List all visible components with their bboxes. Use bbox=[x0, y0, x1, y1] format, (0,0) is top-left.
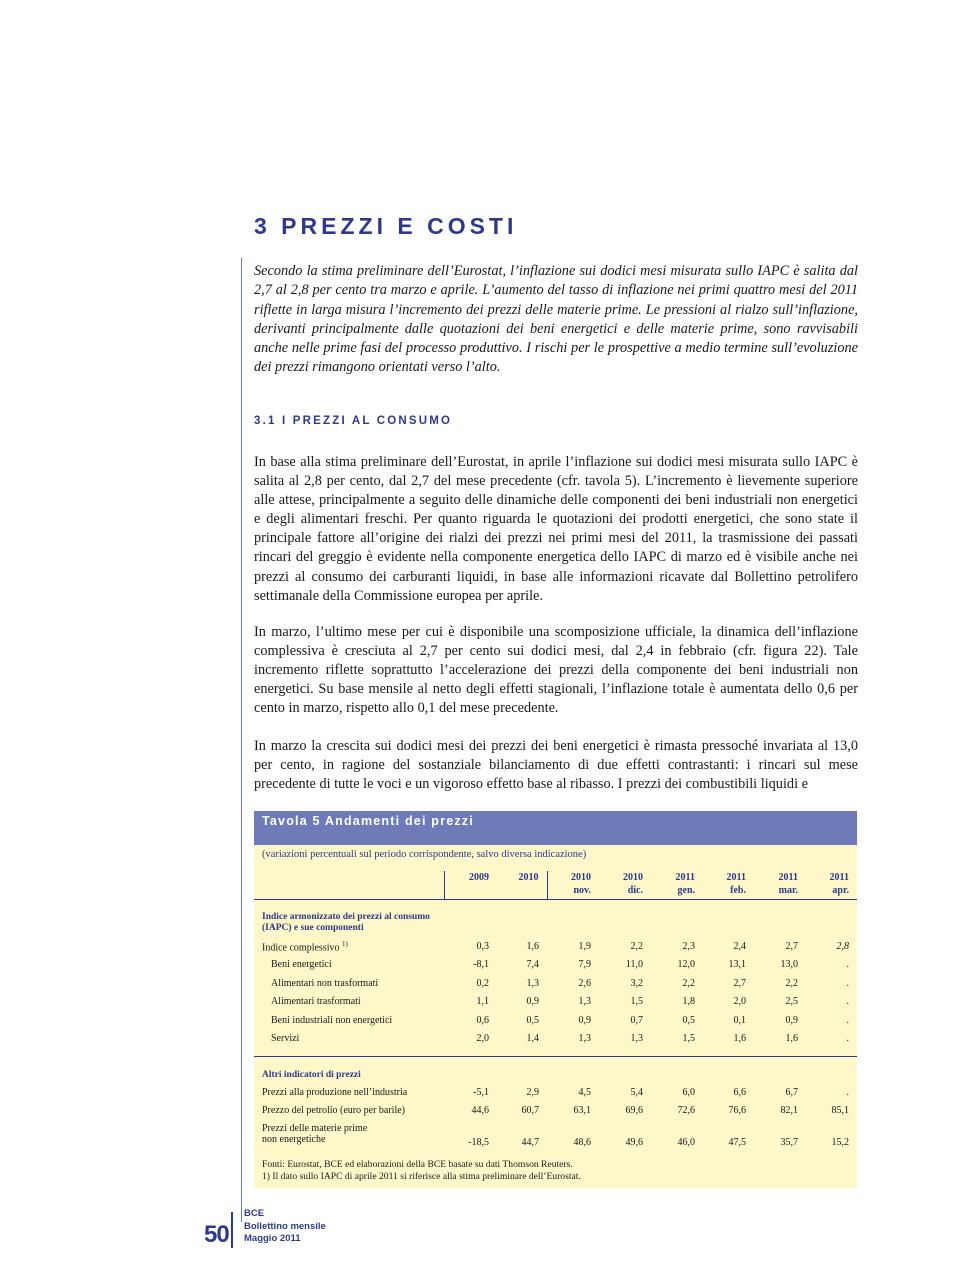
row-label bbox=[254, 974, 444, 993]
row-label-text: Alimentari non trasformati bbox=[271, 977, 379, 989]
sources-text: Fonti: Eurostat, BCE ed elaborazioni della BCE basate su dati Thomson Reuters. bbox=[262, 1159, 573, 1170]
table-cell: 1,3 bbox=[630, 1033, 643, 1045]
col-header-month: mar. bbox=[754, 884, 806, 900]
table-cell: 2,2 bbox=[785, 977, 798, 989]
table-cell: 6,0 bbox=[682, 1086, 695, 1098]
table-cell: 63,1 bbox=[573, 1105, 591, 1117]
table-cell: 7,4 bbox=[526, 959, 539, 971]
table-cell: . bbox=[846, 959, 849, 971]
table-cell: 1,1 bbox=[476, 996, 489, 1008]
table-cell: 2,7 bbox=[785, 940, 798, 952]
row-label-text: Beni energetici bbox=[271, 959, 332, 971]
table-cell: -5,1 bbox=[473, 1086, 489, 1098]
table-cell: 2,6 bbox=[578, 977, 591, 989]
col-header-year: 2011 bbox=[675, 872, 695, 883]
table-cell: 46,0 bbox=[677, 1137, 695, 1148]
table-row bbox=[254, 1120, 857, 1148]
table-cell: 1,6 bbox=[733, 1033, 746, 1045]
table-cell: 0,9 bbox=[578, 1014, 591, 1026]
table-cell: 44,6 bbox=[471, 1105, 489, 1117]
row-label bbox=[254, 956, 444, 975]
col-header-year: 2011 bbox=[829, 872, 849, 883]
col-header-year: 2009 bbox=[444, 871, 497, 884]
col-header-month: feb. bbox=[703, 884, 754, 900]
table-cell: 0,5 bbox=[526, 1014, 539, 1026]
table-cell: 15,2 bbox=[831, 1137, 849, 1148]
row-label-text: Indice complessivo bbox=[262, 941, 340, 953]
col-header-year: 2011 bbox=[778, 872, 798, 883]
table-section-other bbox=[254, 1048, 857, 1148]
price-table bbox=[254, 871, 857, 1148]
table-cell: 2,2 bbox=[630, 940, 643, 952]
table-cell: . bbox=[846, 1014, 849, 1026]
table-cell: 69,6 bbox=[625, 1105, 643, 1117]
chapter-title: 3 PREZZI E COSTI bbox=[254, 213, 518, 239]
table-cell: 47,5 bbox=[728, 1137, 746, 1148]
footnote-text: 1) Il dato sullo IAPC di aprile 2011 si riferisce alla stima preliminare dell’Eurostat. bbox=[262, 1171, 581, 1182]
table-cell: 72,6 bbox=[677, 1105, 695, 1117]
row-label-text: Prezzo del petrolio (euro per barile) bbox=[262, 1105, 405, 1117]
table-cell: 2,5 bbox=[785, 996, 798, 1008]
table-cell: 1,3 bbox=[578, 1033, 591, 1045]
row-label bbox=[254, 1102, 444, 1121]
col-header-month bbox=[497, 884, 547, 900]
table-cell: . bbox=[846, 1033, 849, 1045]
table-cell: 5,4 bbox=[630, 1086, 643, 1098]
table-cell: 7,9 bbox=[578, 959, 591, 971]
footer-line: Bollettino mensile bbox=[244, 1220, 326, 1232]
table-row bbox=[254, 956, 857, 975]
row-label-text: Prezzi alla produzione nell’industria bbox=[262, 1086, 408, 1098]
header-row-months bbox=[254, 884, 857, 900]
table-cell: -18,5 bbox=[468, 1137, 489, 1148]
table-cell: 0,1 bbox=[733, 1014, 746, 1026]
section-title: 3.1 I PREZZI AL CONSUMO bbox=[254, 415, 453, 427]
table-cell: 1,3 bbox=[578, 996, 591, 1008]
table-cell: 12,0 bbox=[677, 959, 695, 971]
table-cell: 2,9 bbox=[526, 1086, 539, 1098]
table-cell: 6,6 bbox=[733, 1086, 746, 1098]
table-cell: 0,3 bbox=[476, 940, 489, 952]
table-cell: 3,2 bbox=[630, 977, 643, 989]
table-sources bbox=[262, 1159, 581, 1183]
table-cell: 0,7 bbox=[630, 1014, 643, 1026]
table-cell: 0,5 bbox=[682, 1014, 695, 1026]
col-header-month bbox=[444, 884, 497, 900]
price-table-box bbox=[254, 811, 857, 1188]
group-heading: Altri indicatori di prezzi bbox=[262, 1070, 361, 1080]
table-row bbox=[254, 937, 857, 956]
table-cell: 0,9 bbox=[526, 996, 539, 1008]
body-paragraph: In marzo, l’ultimo mese per cui è disponibile una scomposizione ufficiale, la dinamica dell’inflazione complessiva è cresciuta al 2,7 per cento sui dodici mesi, dal 2,4 in febbraio (cfr. figura 22). Tale incremento riflette soprattutto l’accelerazione dei prezzi della componente dei beni industriali non energetici. Su base mensile al netto degli effetti stagionali, l’inflazione totale è aumentata dello 0,6 per cento in marzo, rispetto allo 0,1 del mese precedente. bbox=[254, 624, 858, 717]
col-header-month: nov. bbox=[547, 884, 599, 900]
table-cell: 1,9 bbox=[578, 940, 591, 952]
table-cell: 2,4 bbox=[733, 940, 746, 952]
table-cell: 13,0 bbox=[780, 959, 798, 971]
table-cell: 44,7 bbox=[521, 1137, 539, 1148]
table-cell: 60,7 bbox=[521, 1105, 539, 1117]
group-heading-row bbox=[254, 900, 857, 938]
body-paragraph: In marzo la crescita sui dodici mesi dei prezzi dei beni energetici è rimasta pressoché invariata al 13,0 per cento, in ragione del sostanziale bilanciamento di due effetti contrastanti: i rincari sul mese precedente di tutte le voci e un vigoroso effetto base al ribasso. I prezzi dei combustibili liquidi e bbox=[254, 738, 858, 793]
table-note: (variazioni percentuali sul periodo corrispondente, salvo diversa indicazione) bbox=[262, 849, 587, 860]
table-row bbox=[254, 974, 857, 993]
table-cell: 0,2 bbox=[476, 977, 489, 989]
col-header-year: 2010 bbox=[547, 871, 599, 884]
table-cell: . bbox=[846, 977, 849, 989]
table-row bbox=[254, 1102, 857, 1121]
row-label bbox=[254, 937, 444, 956]
table-cell: 82,1 bbox=[780, 1105, 798, 1117]
table-title: Tavola 5 Andamenti dei prezzi bbox=[254, 811, 857, 845]
row-label bbox=[254, 1120, 444, 1148]
table-cell: 13,1 bbox=[728, 959, 746, 971]
table-row bbox=[254, 993, 857, 1012]
chapter-summary: Secondo la stima preliminare dell’Eurostat, l’inflazione sui dodici mesi misurata sullo IAPC è salita dal 2,7 al 2,8 per cento tra marzo e aprile. L’aumento del tasso di inflazione nei primi quattro mesi del 2011 riflette in larga misura l’incremento dei prezzi delle materie prime. Le pressioni al rialzo sull’inflazione, derivanti principalmente dalle quotazioni dei beni energetici e delle materie prime, sono ravvisabili anche nelle prime fasi del processo produttivo. I rischi per le prospettive a medio termine sull’evoluzione dei prezzi rimangono orientati verso l’alto. bbox=[254, 263, 858, 376]
header-row-years bbox=[254, 871, 857, 884]
col-header-year: 2010 bbox=[518, 872, 539, 883]
col-header-month: dic. bbox=[599, 884, 651, 900]
table-cell: 35,7 bbox=[780, 1137, 798, 1148]
page-number: 50 bbox=[204, 1221, 229, 1248]
table-cell: 1,5 bbox=[630, 996, 643, 1008]
footer-divider bbox=[231, 1212, 233, 1248]
table-row bbox=[254, 1083, 857, 1102]
table-row bbox=[254, 1030, 857, 1049]
row-label bbox=[254, 1030, 444, 1049]
table-cell: 2,0 bbox=[733, 996, 746, 1008]
table-cell: 1,4 bbox=[526, 1033, 539, 1045]
table-cell: 1,6 bbox=[785, 1033, 798, 1045]
table-cell: 2,2 bbox=[682, 977, 695, 989]
table-cell: 2,8 bbox=[836, 940, 849, 952]
table-cell: 0,9 bbox=[785, 1014, 798, 1026]
table-cell: . bbox=[846, 1086, 849, 1098]
col-header-month: gen. bbox=[651, 884, 703, 900]
table-cell: 0,6 bbox=[476, 1014, 489, 1026]
table-cell: 11,0 bbox=[625, 959, 643, 971]
table-cell: 2,0 bbox=[476, 1033, 489, 1045]
row-label bbox=[254, 1011, 444, 1030]
group-heading bbox=[254, 900, 857, 938]
table-cell: 6,7 bbox=[785, 1086, 798, 1098]
table-cell: 85,1 bbox=[831, 1105, 849, 1117]
row-label bbox=[254, 993, 444, 1012]
left-margin-rule bbox=[241, 258, 242, 1222]
footer-publication bbox=[244, 1208, 326, 1246]
table-cell: . bbox=[846, 996, 849, 1008]
footnote-marker: 1) bbox=[341, 939, 348, 948]
table-row bbox=[254, 1011, 857, 1030]
body-paragraph: In base alla stima preliminare dell’Eurostat, in aprile l’inflazione sui dodici mesi misurata sullo IAPC è salita al 2,8 per cento, dal 2,7 del mese precedente (cfr. tavola 5). L’incremento è lievemente superiore alle attese, principalmente a seguito delle dinamiche delle componenti dei beni industriali non energetici e degli alimentari freschi. Per quanto riguarda le quotazioni dei prodotti energetici, che sono state il principale fattore all’origine dei rialzi dei prezzi nei primi mesi del 2011, la trasmissione dei passati rincari del greggio è evidente nella componente energetica dello IAPC di marzo ed è visibile anche nei prezzi al consumo dei carburanti liquidi, in base alle informazioni ricavate dal Bollettino petrolifero settimanale della Commissione europea per aprile. bbox=[254, 454, 858, 604]
group-heading-line: (IAPC) e sue componenti bbox=[262, 923, 364, 933]
table-cell: 48,6 bbox=[573, 1137, 591, 1148]
col-header-month: apr. bbox=[806, 884, 857, 900]
row-label-line: Prezzi delle materie prime bbox=[262, 1123, 368, 1134]
table-cell: 1,6 bbox=[526, 940, 539, 952]
table-cell: 4,5 bbox=[578, 1086, 591, 1098]
row-label-line: non energetiche bbox=[262, 1134, 326, 1145]
footer-line: Maggio 2011 bbox=[244, 1233, 301, 1244]
table-cell: 1,8 bbox=[682, 996, 695, 1008]
group-heading-line: Indice armonizzato dei prezzi al consumo bbox=[262, 912, 430, 922]
row-label-text: Alimentari trasformati bbox=[271, 996, 361, 1008]
table-cell: 2,7 bbox=[733, 977, 746, 989]
table-cell: 1,5 bbox=[682, 1033, 695, 1045]
table-cell: 76,6 bbox=[728, 1105, 746, 1117]
row-label-text: Beni industriali non energetici bbox=[271, 1014, 393, 1026]
table-cell: 1,3 bbox=[526, 977, 539, 989]
col-header-year: 2010 bbox=[623, 872, 643, 883]
table-cell: 2,3 bbox=[682, 940, 695, 952]
col-header-year: 2011 bbox=[726, 872, 746, 883]
row-label bbox=[254, 1083, 444, 1102]
footer-line: BCE bbox=[244, 1208, 265, 1219]
row-label-text: Servizi bbox=[271, 1033, 300, 1045]
table-section-iapc bbox=[254, 900, 857, 1049]
table-cell: 49,6 bbox=[625, 1137, 643, 1148]
table-cell: -8,1 bbox=[473, 959, 489, 971]
group-heading-row bbox=[254, 1057, 857, 1084]
